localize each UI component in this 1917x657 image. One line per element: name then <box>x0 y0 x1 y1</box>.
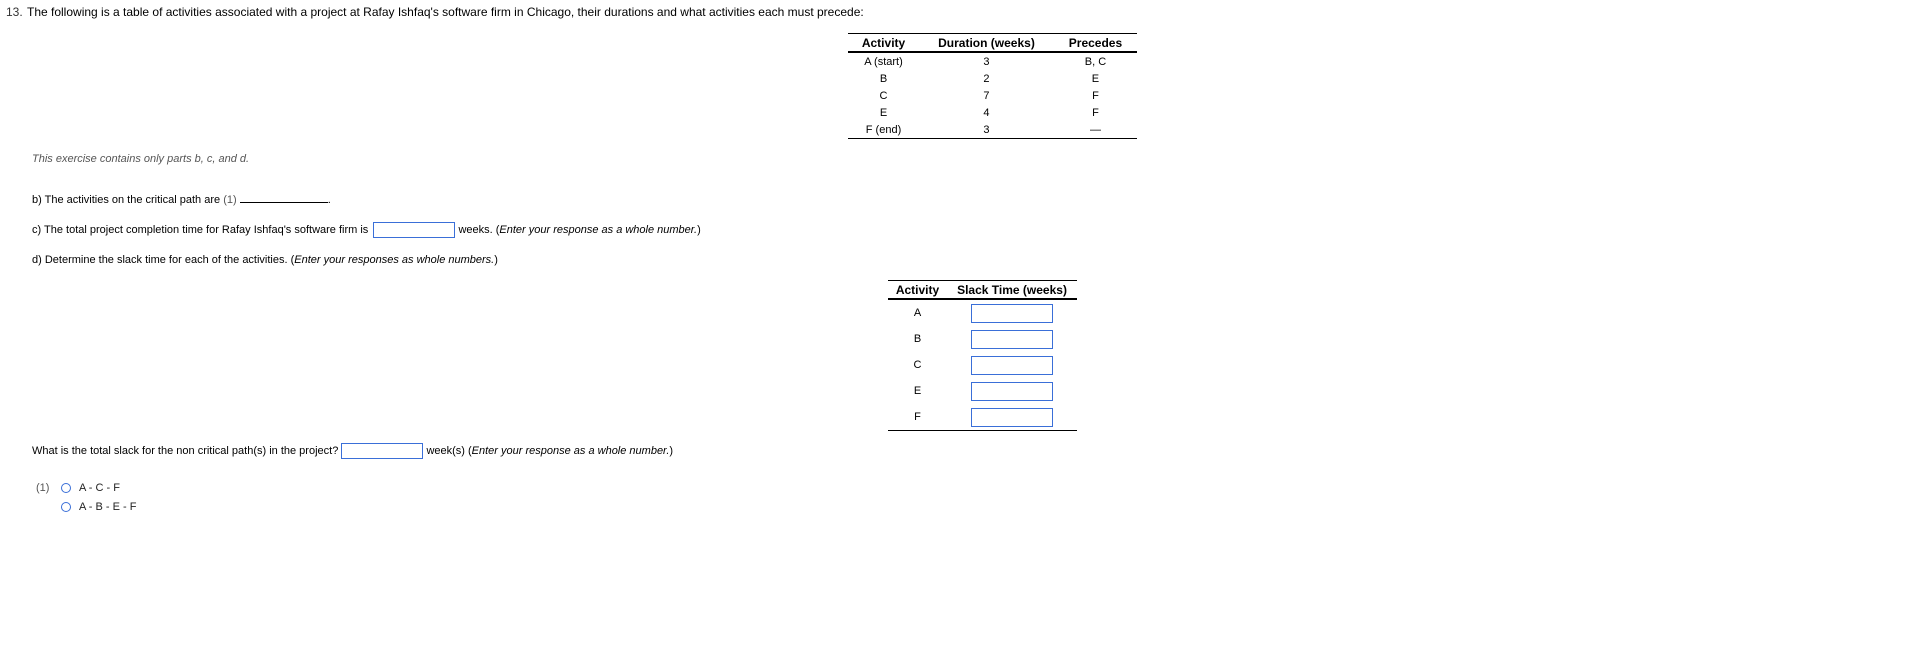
table-row <box>888 378 1077 404</box>
activity-table-header <box>848 34 1137 53</box>
part-d-text: d) Determine the slack time for each of the activities. ( <box>32 254 295 266</box>
total-slack-text: What is the total slack for the non critical path(s) in the project? <box>32 444 339 457</box>
table-row <box>848 70 1137 87</box>
table-row <box>848 121 1137 139</box>
column-header-activity: Activity <box>848 34 919 53</box>
question-prompt: The following is a table of activities associated with a project at Rafay Ishfaq's software firm in Chicago, their durations and what activities each must precede: <box>27 5 864 19</box>
table-row <box>888 299 1077 326</box>
slack-input-a[interactable] <box>971 304 1053 323</box>
total-slack-close: ) <box>669 444 674 457</box>
part-b <box>32 193 331 206</box>
precedes-cell: E <box>1091 72 1100 85</box>
table-row <box>888 352 1077 378</box>
slack-input-c[interactable] <box>971 356 1053 375</box>
slack-input-f[interactable] <box>971 408 1053 427</box>
activity-cell: B <box>913 333 922 345</box>
completion-time-input[interactable] <box>373 222 455 238</box>
activity-table <box>848 33 1137 139</box>
radio-circle-icon[interactable] <box>61 483 71 493</box>
total-slack-question <box>32 443 673 459</box>
choice-option-1[interactable] <box>61 482 120 494</box>
part-c-instruction: Enter your response as a whole number. <box>499 223 698 236</box>
column-header-precedes: Precedes <box>1054 34 1137 53</box>
column-header-duration: Duration (weeks) <box>919 34 1054 53</box>
activity-cell: A <box>913 307 922 319</box>
choices-marker: (1) <box>36 482 50 494</box>
activity-cell: C <box>879 89 888 102</box>
slack-table-header <box>888 281 1077 300</box>
part-d-close: ) <box>494 254 498 266</box>
question-number: 13. <box>6 5 23 19</box>
duration-cell: 4 <box>983 106 990 119</box>
part-c-suffix: weeks. ( <box>458 223 500 236</box>
activity-cell: E <box>879 106 888 119</box>
activity-cell: F (end) <box>865 123 902 136</box>
critical-path-blank[interactable] <box>240 193 328 203</box>
precedes-cell: B, C <box>1084 55 1107 68</box>
part-c-text: c) The total project completion time for Rafay Ishfaq's software firm is <box>32 223 369 236</box>
table-row <box>888 326 1077 352</box>
part-c <box>32 222 701 238</box>
total-slack-input[interactable] <box>341 443 423 459</box>
total-slack-instruction: Enter your response as a whole number. <box>471 444 670 457</box>
duration-cell: 3 <box>983 123 990 136</box>
slack-input-e[interactable] <box>971 382 1053 401</box>
precedes-cell: F <box>1092 89 1099 102</box>
table-row <box>848 87 1137 104</box>
part-b-end: . <box>327 194 331 206</box>
part-c-close: ) <box>697 223 701 236</box>
activity-cell: F <box>914 411 921 423</box>
slack-input-b[interactable] <box>971 330 1053 349</box>
exercise-note: This exercise contains only parts b, c, and d. <box>32 153 250 165</box>
activity-cell: C <box>913 359 922 371</box>
column-header-slack-time: Slack Time (weeks) <box>947 281 1077 300</box>
part-b-text: b) The activities on the critical path are <box>32 194 221 206</box>
duration-cell: 3 <box>983 55 990 68</box>
choice-option-2[interactable] <box>61 501 136 513</box>
total-slack-suffix: week(s) ( <box>426 444 472 457</box>
activity-cell: A (start) <box>864 55 903 68</box>
radio-circle-icon[interactable] <box>61 502 71 512</box>
activity-cell: B <box>879 72 888 85</box>
column-header-activity: Activity <box>888 281 947 300</box>
part-d <box>32 254 498 266</box>
table-row <box>848 104 1137 121</box>
choice-label: A - C - F <box>79 482 120 494</box>
slack-table <box>888 280 1077 431</box>
precedes-cell: F <box>1092 106 1099 119</box>
choice-label: A - B - E - F <box>79 501 137 513</box>
precedes-cell: — <box>1089 123 1101 136</box>
table-row <box>848 52 1137 70</box>
duration-cell: 7 <box>983 89 990 102</box>
part-d-instruction: Enter your responses as whole numbers. <box>294 254 495 266</box>
blank-marker: (1) <box>223 194 237 206</box>
activity-cell: E <box>913 385 922 397</box>
duration-cell: 2 <box>983 72 990 85</box>
table-row <box>888 404 1077 431</box>
